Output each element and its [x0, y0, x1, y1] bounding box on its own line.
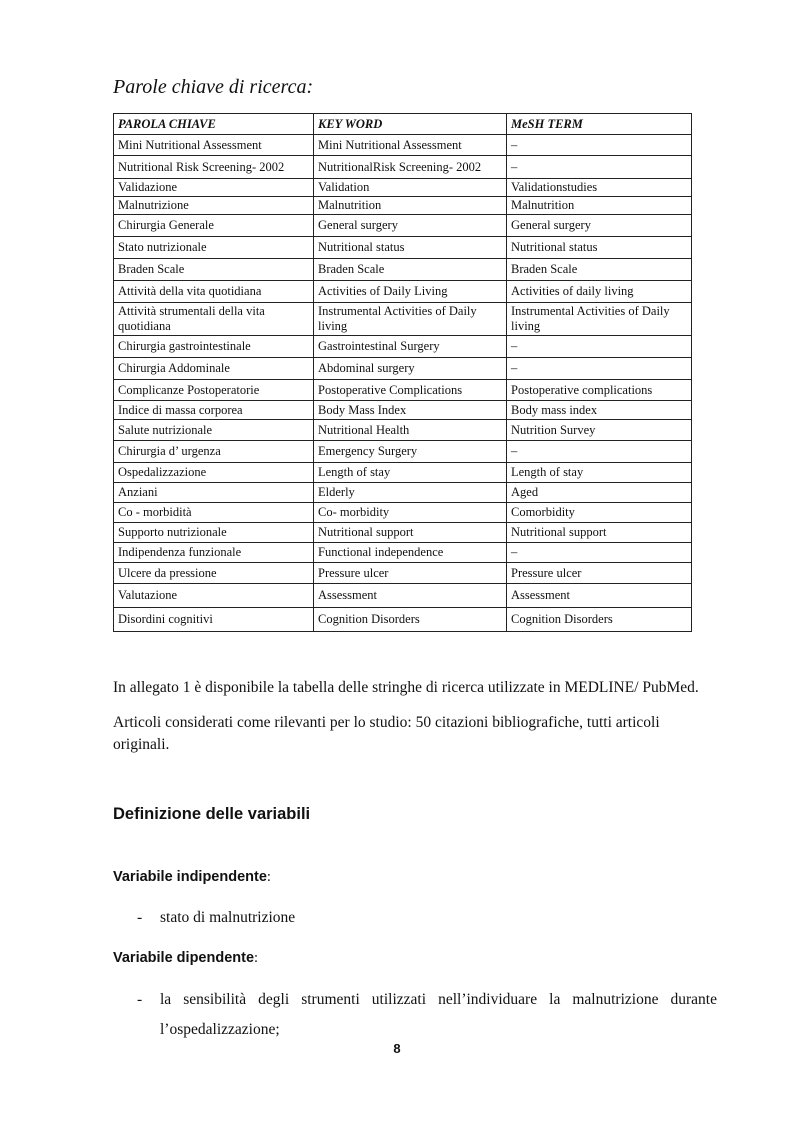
cell-mesh-term: –: [507, 543, 692, 563]
cell-parola-chiave: Valutazione: [114, 584, 314, 608]
keywords-table-body: [114, 135, 692, 632]
table-row: [114, 179, 692, 197]
table-row: [114, 259, 692, 281]
cell-parola-chiave: Mini Nutritional Assessment: [114, 135, 314, 156]
keywords-title: Parole chiave di ricerca:: [113, 76, 314, 98]
cell-key-word: Cognition Disorders: [314, 608, 507, 632]
cell-mesh-term: –: [507, 135, 692, 156]
table-row: [114, 483, 692, 503]
cell-key-word: Nutritional support: [314, 523, 507, 543]
cell-mesh-term: Length of stay: [507, 463, 692, 483]
table-row: [114, 303, 692, 336]
table-row: [114, 543, 692, 563]
cell-parola-chiave: Chirurgia Generale: [114, 215, 314, 237]
cell-key-word: Elderly: [314, 483, 507, 503]
bullet-dash: -: [137, 991, 143, 1008]
cell-parola-chiave: Co - morbidità: [114, 503, 314, 523]
table-row: [114, 380, 692, 401]
cell-key-word: Length of stay: [314, 463, 507, 483]
cell-key-word: Postoperative Complications: [314, 380, 507, 401]
cell-parola-chiave: Chirurgia Addominale: [114, 358, 314, 380]
cell-mesh-term: Comorbidity: [507, 503, 692, 523]
cell-key-word: Emergency Surgery: [314, 441, 507, 463]
dependent-variable-label: Variabile dipendente: [113, 950, 255, 966]
cell-parola-chiave: Ospedalizzazione: [114, 463, 314, 483]
cell-mesh-term: Pressure ulcer: [507, 563, 692, 584]
annex-paragraph: In allegato 1 è disponibile la tabella delle stringhe di ricerca utilizzate in MEDLINE/ PubMed.: [113, 679, 699, 696]
cell-parola-chiave: Validazione: [114, 179, 314, 197]
cell-parola-chiave: Ulcere da pressione: [114, 563, 314, 584]
cell-key-word: Malnutrition: [314, 197, 507, 215]
table-row: [114, 237, 692, 259]
table-row: [114, 135, 692, 156]
cell-key-word: Co- morbidity: [314, 503, 507, 523]
cell-parola-chiave: Stato nutrizionale: [114, 237, 314, 259]
dependent-variable-text-line2: l’ospedalizzazione;: [160, 1021, 280, 1038]
cell-mesh-term: –: [507, 441, 692, 463]
cell-mesh-term: Aged: [507, 483, 692, 503]
cell-parola-chiave: Chirurgia gastrointestinale: [114, 336, 314, 358]
table-row: [114, 401, 692, 420]
page-number: 8: [393, 1041, 401, 1056]
cell-mesh-term: Activities of daily living: [507, 281, 692, 303]
independent-variable-colon: :: [266, 869, 271, 885]
table-row: [114, 503, 692, 523]
cell-mesh-term: Nutritional support: [507, 523, 692, 543]
cell-mesh-term: Postoperative complications: [507, 380, 692, 401]
cell-mesh-term: –: [507, 336, 692, 358]
independent-variable-text: stato di malnutrizione: [160, 909, 296, 926]
header-parola-chiave: PAROLA CHIAVE: [114, 114, 314, 135]
dependent-variable-heading: [113, 950, 258, 967]
cell-key-word: Nutritional Health: [314, 420, 507, 441]
table-row: [114, 197, 692, 215]
cell-key-word: Braden Scale: [314, 259, 507, 281]
cell-key-word: Mini Nutritional Assessment: [314, 135, 507, 156]
table-row: [114, 156, 692, 179]
cell-mesh-term: Assessment: [507, 584, 692, 608]
cell-parola-chiave: Attività strumentali della vita quotidiana: [114, 303, 314, 336]
cell-key-word: Pressure ulcer: [314, 563, 507, 584]
table-row: [114, 463, 692, 483]
table-row: [114, 608, 692, 632]
cell-mesh-term: Malnutrition: [507, 197, 692, 215]
cell-parola-chiave: Indice di massa corporea: [114, 401, 314, 420]
keywords-table: [113, 113, 692, 632]
cell-mesh-term: Instrumental Activities of Daily living: [507, 303, 692, 336]
cell-key-word: Validation: [314, 179, 507, 197]
table-row: [114, 336, 692, 358]
bullet-dash: -: [137, 909, 143, 926]
cell-mesh-term: Nutrition Survey: [507, 420, 692, 441]
cell-mesh-term: –: [507, 156, 692, 179]
table-row: [114, 215, 692, 237]
cell-key-word: Activities of Daily Living: [314, 281, 507, 303]
cell-key-word: Gastrointestinal Surgery: [314, 336, 507, 358]
cell-key-word: NutritionalRisk Screening- 2002: [314, 156, 507, 179]
independent-variable-item: [137, 909, 697, 931]
cell-mesh-term: Cognition Disorders: [507, 608, 692, 632]
table-row: [114, 281, 692, 303]
table-row: [114, 584, 692, 608]
cell-mesh-term: Nutritional status: [507, 237, 692, 259]
cell-mesh-term: General surgery: [507, 215, 692, 237]
cell-mesh-term: Validationstudies: [507, 179, 692, 197]
table-header-row: [114, 114, 692, 135]
cell-key-word: General surgery: [314, 215, 507, 237]
cell-key-word: Assessment: [314, 584, 507, 608]
table-row: [114, 563, 692, 584]
table-row: [114, 420, 692, 441]
cell-mesh-term: –: [507, 358, 692, 380]
articles-paragraph: Articoli considerati come rilevanti per lo studio: 50 citazioni bibliografiche, tutti articoli originali.: [113, 714, 660, 753]
header-mesh-term: MeSH TERM: [507, 114, 692, 135]
cell-parola-chiave: Supporto nutrizionale: [114, 523, 314, 543]
header-key-word: KEY WORD: [314, 114, 507, 135]
dependent-variable-colon: :: [254, 950, 259, 966]
cell-parola-chiave: Chirurgia d’ urgenza: [114, 441, 314, 463]
cell-key-word: Instrumental Activities of Daily living: [314, 303, 507, 336]
cell-parola-chiave: Disordini cognitivi: [114, 608, 314, 632]
cell-parola-chiave: Malnutrizione: [114, 197, 314, 215]
cell-parola-chiave: Indipendenza funzionale: [114, 543, 314, 563]
cell-key-word: Body Mass Index: [314, 401, 507, 420]
cell-parola-chiave: Attività della vita quotidiana: [114, 281, 314, 303]
section-title: Definizione delle variabili: [113, 805, 311, 823]
cell-mesh-term: Braden Scale: [507, 259, 692, 281]
cell-mesh-term: Body mass index: [507, 401, 692, 420]
cell-parola-chiave: Braden Scale: [114, 259, 314, 281]
table-row: [114, 441, 692, 463]
cell-key-word: Abdominal surgery: [314, 358, 507, 380]
cell-parola-chiave: Salute nutrizionale: [114, 420, 314, 441]
cell-key-word: Functional independence: [314, 543, 507, 563]
cell-key-word: Nutritional status: [314, 237, 507, 259]
independent-variable-label: Variabile indipendente: [113, 869, 267, 885]
independent-variable-heading: [113, 869, 271, 886]
cell-parola-chiave: Anziani: [114, 483, 314, 503]
table-row: [114, 523, 692, 543]
dependent-variable-text-line1: la sensibilità degli strumenti utilizzati nell’individuare la malnutrizione durante: [160, 991, 717, 1008]
cell-parola-chiave: Nutritional Risk Screening- 2002: [114, 156, 314, 179]
cell-parola-chiave: Complicanze Postoperatorie: [114, 380, 314, 401]
table-row: [114, 358, 692, 380]
